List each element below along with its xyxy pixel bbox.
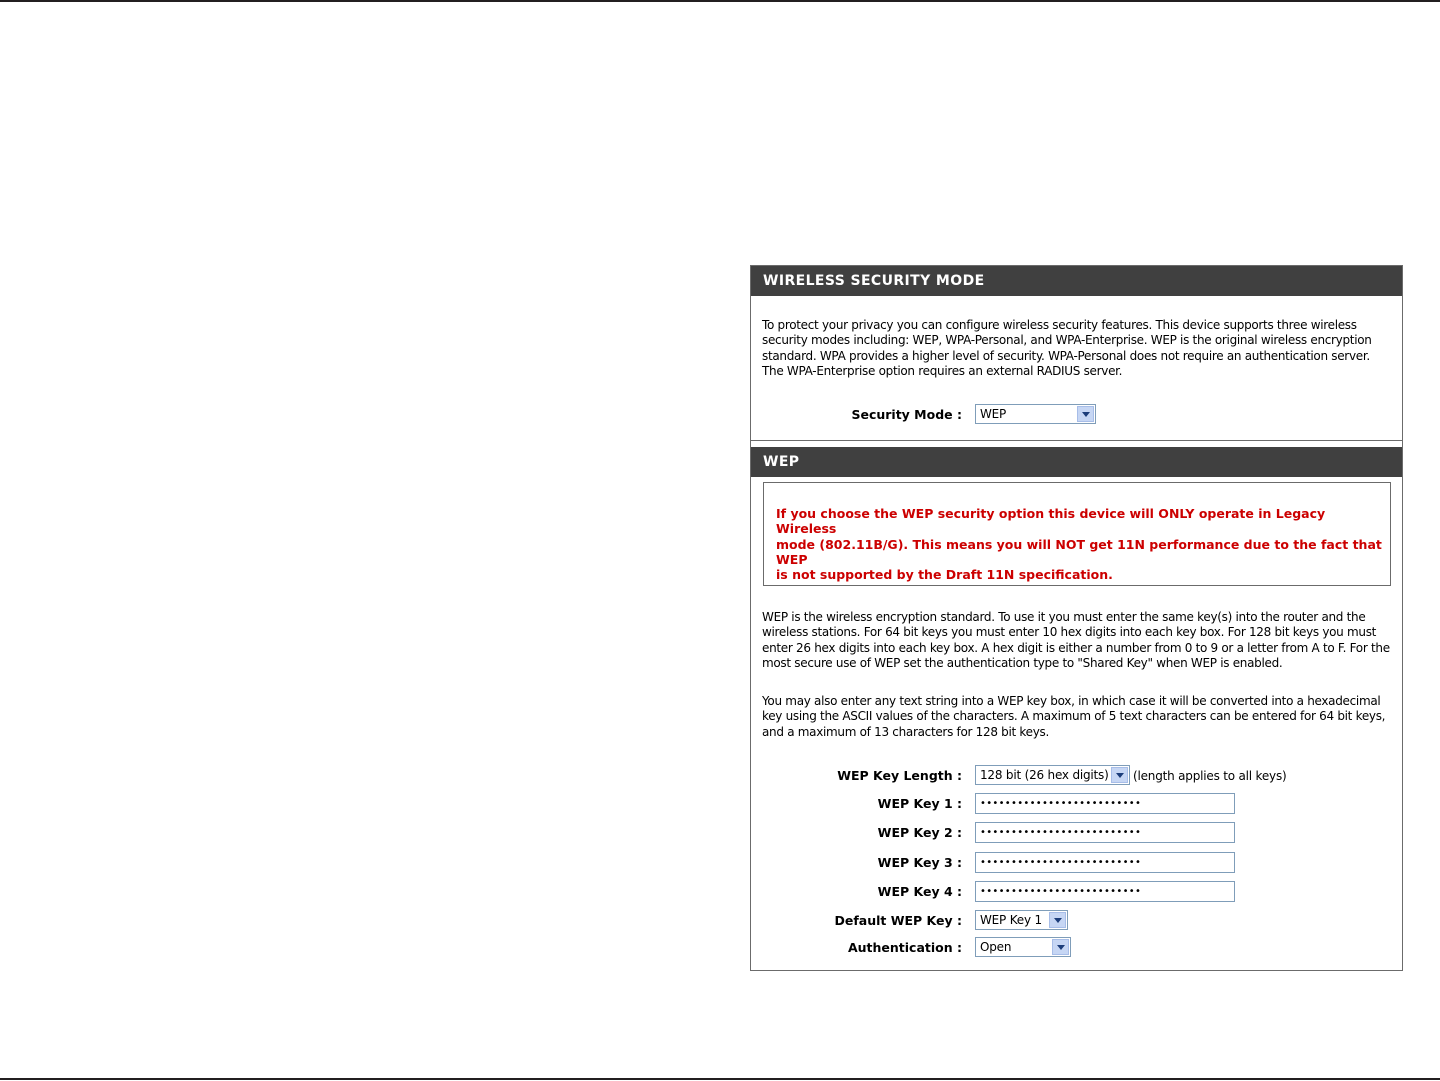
security-mode-value: WEP — [980, 407, 1007, 421]
wep-key-1-label: WEP Key 1 : — [877, 796, 962, 811]
chevron-down-icon[interactable] — [1111, 767, 1128, 783]
wireless-security-description: To protect your privacy you can configure wireless security features. This device supports three wireless security modes including: WEP, WPA-Personal, and WPA-Enterprise. WEP is the original wireless encryption standard. WPA provides a higher level of security. WPA-Personal does not require an authentication server. The WPA-Enterprise option requires an external RADIUS server. — [762, 318, 1372, 378]
chevron-down-icon[interactable] — [1049, 912, 1066, 928]
wep-key-4-input[interactable]: •••••••••••••••••••••••••• — [975, 881, 1235, 902]
default-wep-key-select[interactable] — [975, 910, 1068, 930]
security-mode-label: Security Mode : — [851, 407, 962, 422]
wep-key-3-input[interactable]: •••••••••••••••••••••••••• — [975, 852, 1235, 873]
wep-key-length-value: 128 bit (26 hex digits) — [980, 768, 1109, 782]
security-mode-select[interactable] — [975, 404, 1096, 424]
section-divider — [751, 440, 1402, 441]
wireless-security-panel — [750, 265, 1403, 971]
authentication-label: Authentication : — [847, 940, 962, 955]
wep-warning-text: If you choose the WEP security option this device will ONLY operate in Legacy Wireless mode (802.11B/G). This means you will NOT get 11N performance due to the fact that WEP is not supported by the Draft 11N specification. — [776, 506, 1382, 583]
wireless-security-mode-header: WIRELESS SECURITY MODE — [751, 266, 1402, 296]
wep-key-2-label: WEP Key 2 : — [877, 825, 962, 840]
wep-key-length-note: (length applies to all keys) — [1133, 769, 1287, 783]
wep-description: WEP is the wireless encryption standard. To use it you must enter the same key(s) into the router and the wireless stations. For 64 bit keys you must enter 10 hex digits into each key box. For 128 bit keys you must enter 26 hex digits into each key box. A hex digit is either a number from 0 to 9 or a letter from A to F. For the most secure use of WEP set the authentication type to "Shared Key" when WEP is enabled. — [762, 610, 1390, 670]
authentication-value: Open — [980, 940, 1012, 954]
wep-key-3-label: WEP Key 3 : — [877, 855, 962, 870]
wep-key-1-input[interactable]: •••••••••••••••••••••••••• — [975, 793, 1235, 814]
chevron-down-icon[interactable] — [1052, 939, 1069, 955]
chevron-down-icon[interactable] — [1077, 406, 1094, 422]
wep-key-4-label: WEP Key 4 : — [877, 884, 962, 899]
wep-text-string-description: You may also enter any text string into a WEP key box, in which case it will be converted into a hexadecimal key using the ASCII values of the characters. A maximum of 5 text characters can be entered for 64 bit keys, and a maximum of 13 characters for 128 bit keys. — [762, 694, 1386, 739]
wep-header: WEP — [751, 447, 1402, 477]
default-wep-key-value: WEP Key 1 — [980, 913, 1042, 927]
authentication-select[interactable] — [975, 937, 1071, 957]
top-rule — [0, 0, 1440, 2]
default-wep-key-label: Default WEP Key : — [834, 913, 962, 928]
wep-key-length-label: WEP Key Length : — [837, 768, 962, 783]
wep-warning-box — [763, 482, 1391, 586]
wep-key-length-select[interactable] — [975, 765, 1130, 785]
wep-key-2-input[interactable]: •••••••••••••••••••••••••• — [975, 822, 1235, 843]
bottom-rule — [0, 1078, 1440, 1080]
